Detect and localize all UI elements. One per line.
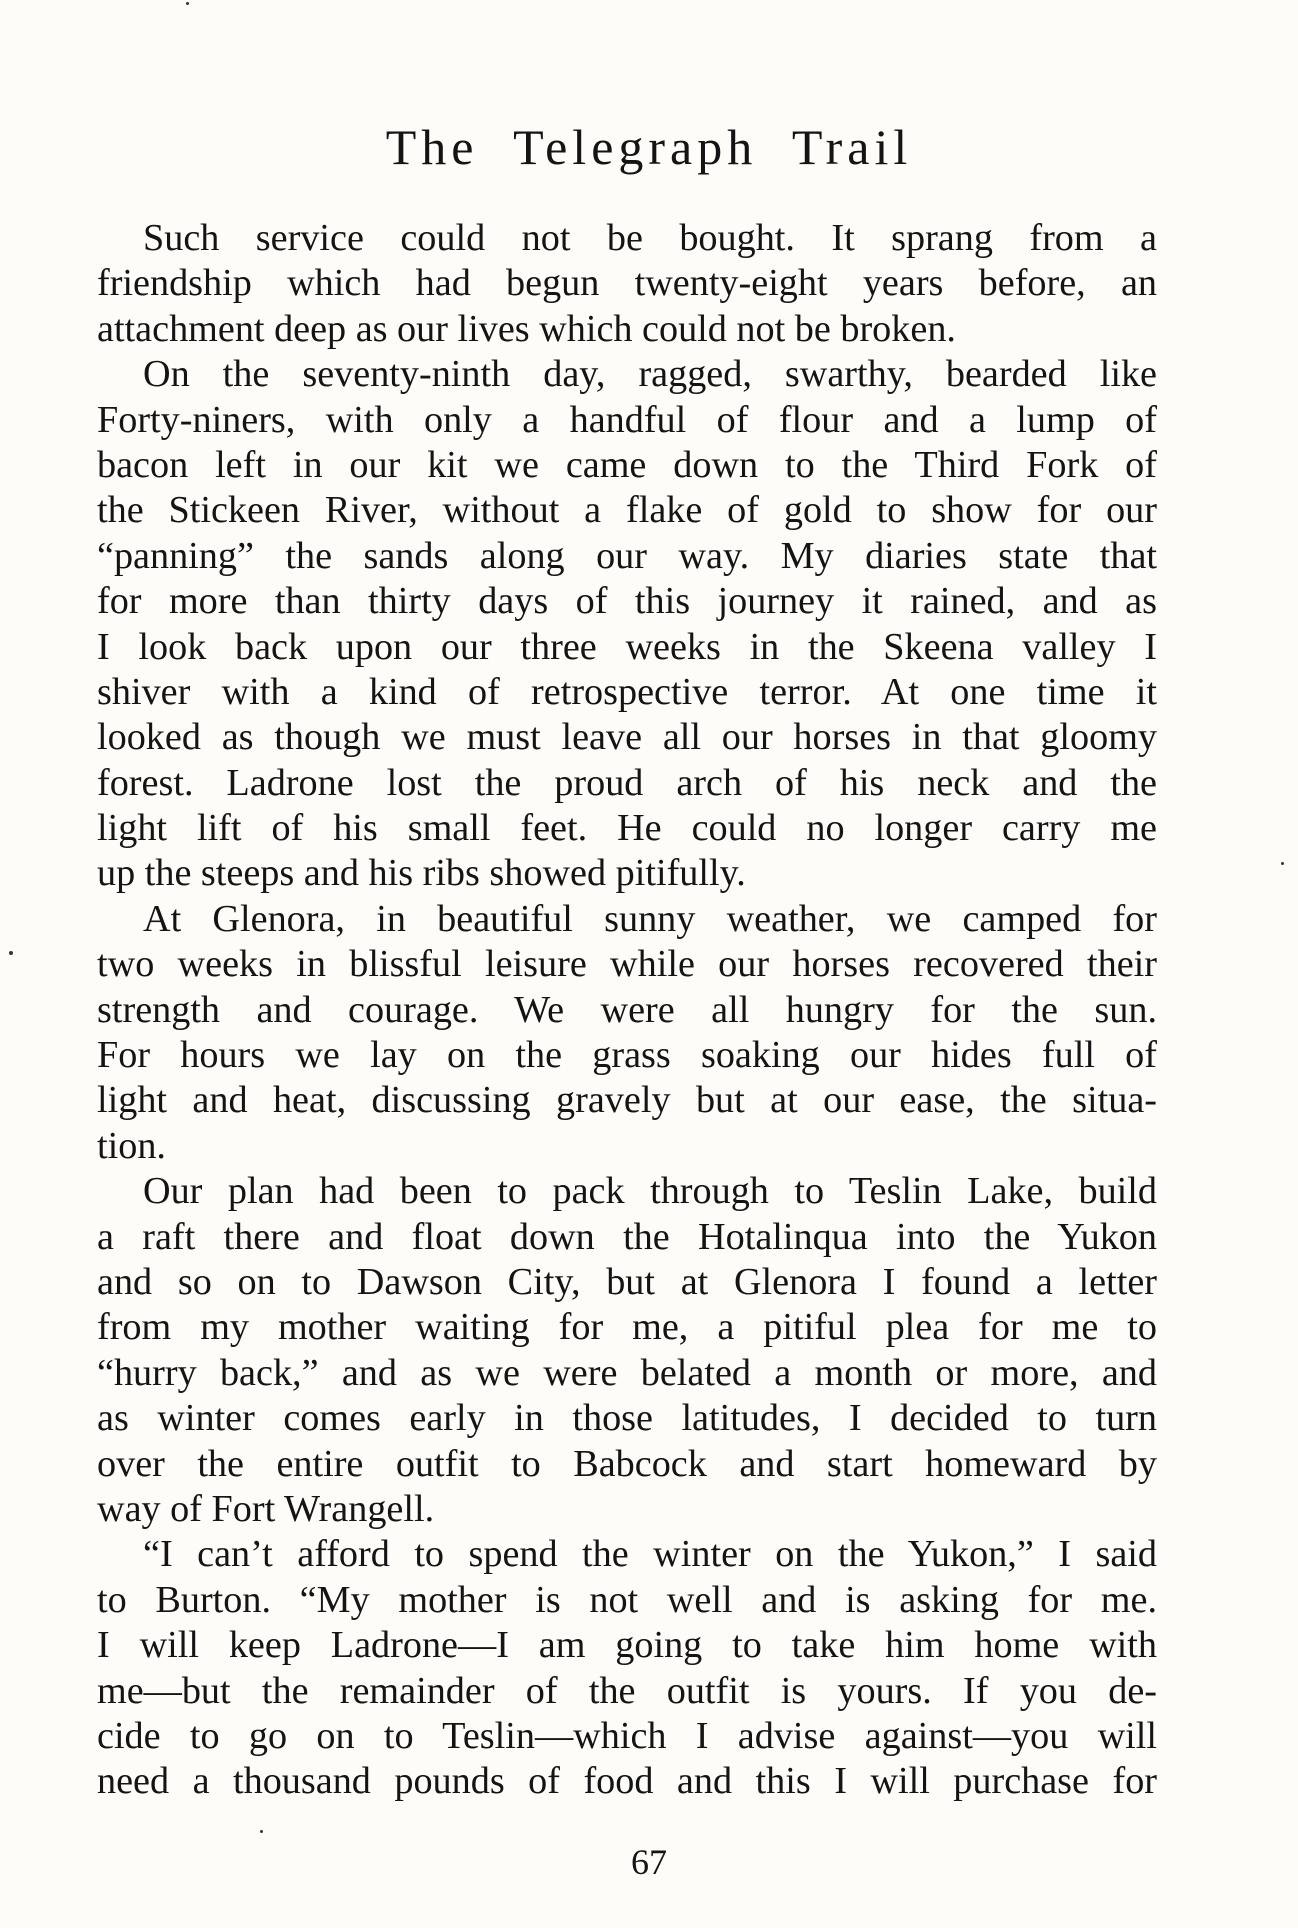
- text-line: up the steeps and his ribs showed pitifully.: [97, 852, 746, 895]
- text-line: Forty-niners, with only a handful of flour and a lump of: [97, 398, 1157, 441]
- text-line: and so on to Dawson City, but at Glenora I found a letter: [97, 1260, 1157, 1303]
- text-line: from my mother waiting for me, a pitiful plea for me to: [97, 1306, 1157, 1349]
- text-line: way of Fort Wrangell.: [97, 1487, 435, 1530]
- print-speck: [186, 2, 189, 5]
- text-line: forest. Ladrone lost the proud arch of his neck and the: [97, 761, 1157, 804]
- text-line: over the entire outfit to Babcock and start homeward by: [97, 1442, 1157, 1485]
- text-line: me—but the remainder of the outfit is yours. If you de-: [97, 1669, 1157, 1712]
- body-text: [97, 216, 1157, 1805]
- paragraph: [97, 216, 1157, 352]
- text-line: Our plan had been to pack through to Teslin Lake, build: [143, 1170, 1157, 1213]
- text-line: cide to go on to Teslin—which I advise against—you will: [97, 1714, 1157, 1757]
- text-line: light and heat, discussing gravely but at our ease, the situa-: [97, 1079, 1157, 1122]
- paragraph: [97, 897, 1157, 1169]
- paragraph: [97, 352, 1157, 897]
- print-speck: [9, 951, 13, 955]
- text-line: friendship which had begun twenty-eight years before, an: [97, 262, 1157, 305]
- text-line: On the seventy-ninth day, ragged, swarthy, bearded like: [143, 353, 1157, 396]
- text-line: to Burton. “My mother is not well and is asking for me.: [97, 1578, 1157, 1621]
- text-line: need a thousand pounds of food and this I will purchase for: [97, 1760, 1157, 1803]
- text-line: “hurry back,” and as we were belated a month or more, and: [97, 1351, 1157, 1394]
- text-line: looked as though we must leave all our horses in that gloomy: [97, 716, 1157, 759]
- text-line: At Glenora, in beautiful sunny weather, we camped for: [143, 897, 1157, 940]
- print-speck: [1281, 862, 1284, 865]
- text-line: shiver with a kind of retrospective terror. At one time it: [97, 670, 1157, 713]
- text-line: “panning” the sands along our way. My diaries state that: [97, 534, 1157, 577]
- text-line: For hours we lay on the grass soaking our hides full of: [97, 1034, 1157, 1077]
- text-line: “I can’t afford to spend the winter on the Yukon,” I said: [143, 1533, 1157, 1576]
- page-number: 67: [631, 1842, 667, 1882]
- text-line: the Stickeen River, without a flake of gold to show for our: [97, 489, 1157, 532]
- text-line: tion.: [97, 1124, 166, 1167]
- text-line: a raft there and float down the Hotalinqua into the Yukon: [97, 1215, 1157, 1258]
- paragraph: [97, 1169, 1157, 1532]
- text-line: bacon left in our kit we came down to the Third Fork of: [97, 443, 1157, 486]
- print-speck: [260, 1830, 263, 1833]
- text-line: Such service could not be bought. It sprang from a: [143, 217, 1157, 259]
- text-line: for more than thirty days of this journey it rained, and as: [97, 580, 1157, 623]
- text-line: strength and courage. We were all hungry for the sun.: [97, 988, 1157, 1031]
- text-line: two weeks in blissful leisure while our horses recovered their: [97, 943, 1157, 986]
- paragraph: [97, 1532, 1157, 1804]
- text-line: I will keep Ladrone—I am going to take him home with: [97, 1624, 1157, 1667]
- text-line: attachment deep as our lives which could not be broken.: [97, 307, 956, 350]
- text-line: as winter comes early in those latitudes, I decided to turn: [97, 1397, 1157, 1440]
- running-title: The Telegraph Trail: [385, 119, 913, 175]
- text-line: light lift of his small feet. He could no longer carry me: [97, 807, 1157, 850]
- text-line: I look back upon our three weeks in the Skeena valley I: [97, 625, 1157, 668]
